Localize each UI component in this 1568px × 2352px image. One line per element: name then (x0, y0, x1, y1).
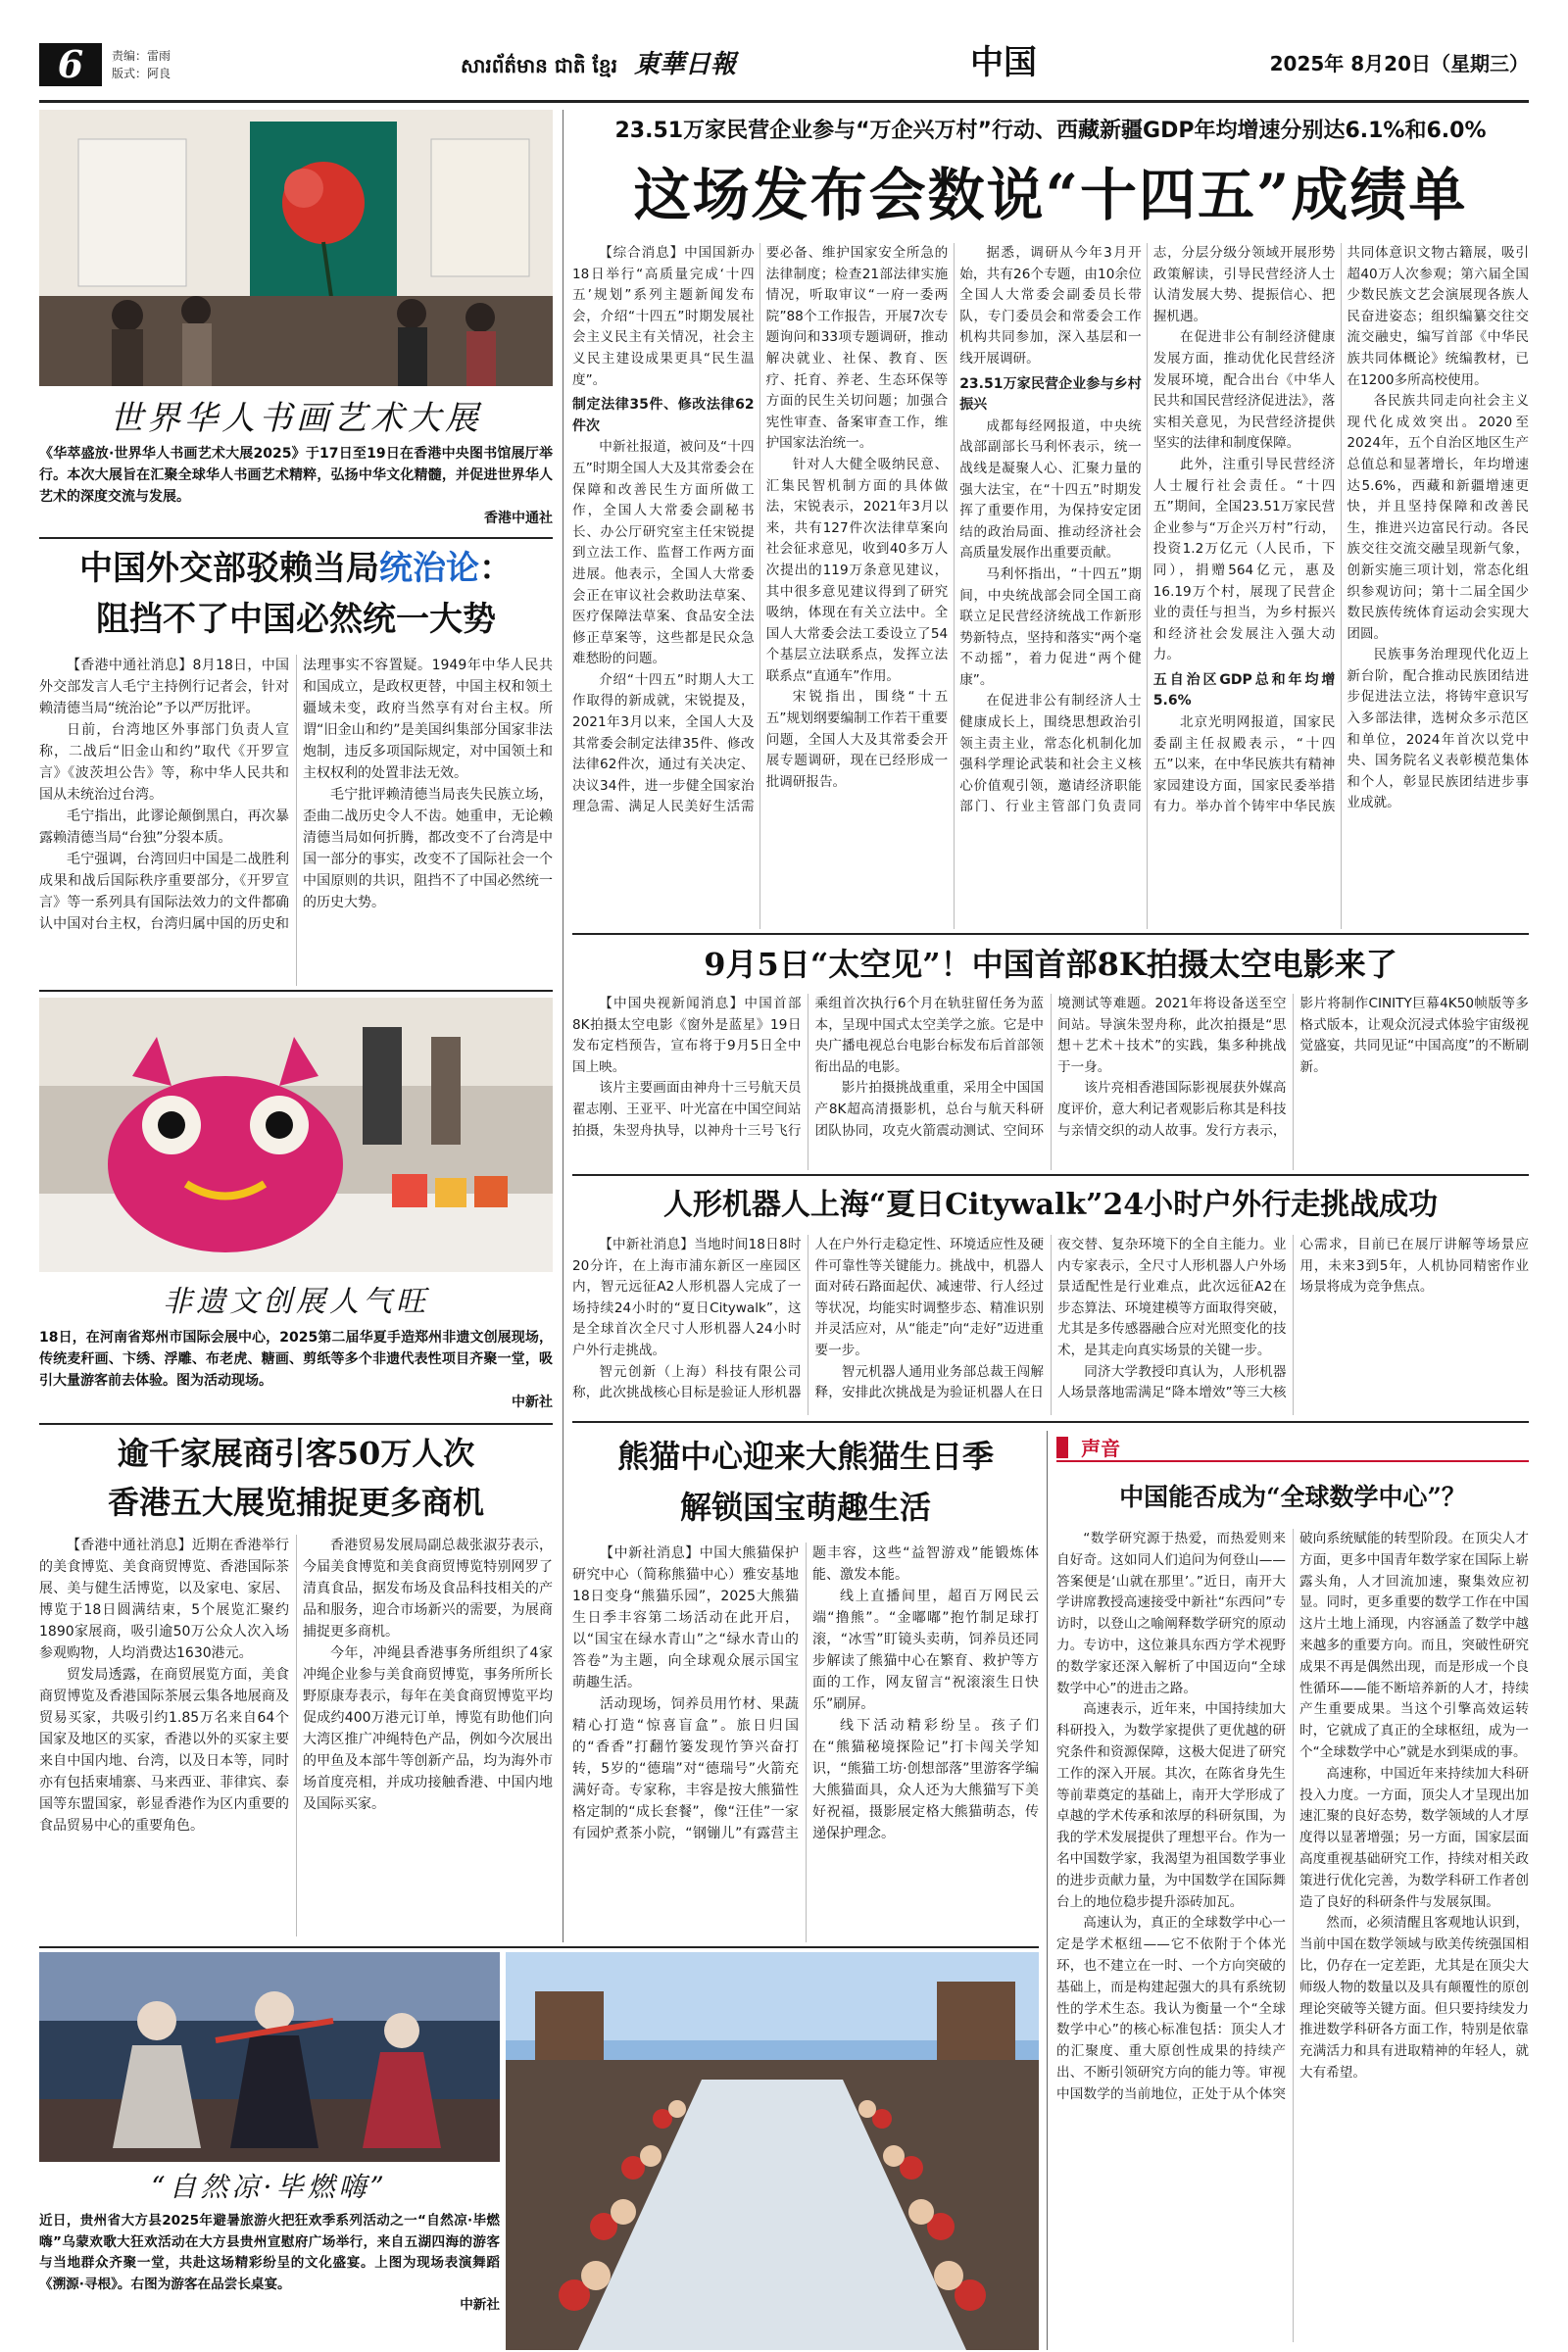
paper-name: 東華日報 (633, 50, 736, 79)
rule-space (572, 1174, 1529, 1176)
calligraphy-title: 世界华人书画艺术大展 (110, 399, 482, 438)
calligraphy-caption-text: 《华萃盛放·世界华人书画艺术大展2025》于17日至19日在香港中央图书馆展厅举行。本次大展旨在汇聚全球华人书画艺术精粹，弘扬中华文化精髓，并促进世界华人艺术的深度交流与发展。 (39, 446, 553, 505)
lead-paragraph: 针对人大健全吸纳民意、汇集民智机制方面的具体做法，宋锐表示，2021年3月以来，共有127件次法律草案向社会征求意见，收到40多万人次提出的119万条意见建议，其中很多意见建议得到了研究吸纳，体现在有关立法中。全国人大常委会法工委设立了54个基层立法联系点，发挥立法联系点“直通车”作用。 (765, 456, 949, 684)
layout-label: 版式：阿良 (112, 67, 172, 80)
rule-left-2 (39, 990, 553, 992)
rule-left-3 (39, 1423, 553, 1425)
opinion-paragraph: 高速称，中国近年来持续加大科研投入力度。一方面，顶尖人才呈现出加速汇聚的良好态势，数学领域的人才厚度得以显著增强；另一方面，国家层面高度重视基础研究工作，持续对相关政策进行优化完善，为数学科研工作者创造了良好的科研条件与发展氛围。 (1299, 1765, 1529, 1910)
stage-dance-illustration (39, 1952, 500, 2162)
lead-paragraph: 此外，注重引导民营经济人士履行社会责任。“十四五”期间，全国23.51万家民营企业参与“万企兴万村”行动，投资1.2万亿元（人民币，下同），捐赠564亿元，惠及16.19万个村，展现了民营企业的责任与担当，为乡村振兴和经济社会发展注入强大动力。 (1152, 456, 1336, 663)
space-movie-paragraph: 该片主要画面由神舟十三号航天员翟志刚、王亚平、叶光富在中国空间站拍摄，朱翌舟执导，以神舟十三号飞行乘组首次执行6个月在轨驻留任务为蓝本，呈现中国式太空美学之旅。它是中央广播电视总台电影台标发布后首部领衔出品的电影。 (572, 996, 1044, 1139)
lead-body (572, 243, 1529, 929)
lead-headline: 这场发布会数说“十四五”成绩单 (633, 162, 1468, 228)
heritage-title: 非遗文创展人气旺 (163, 1285, 429, 1319)
diplomacy-paragraph: 毛宁批评赖清德当局丧失民族立场，歪曲二战历史令人不齿。她重申，无论赖清德当局如何折腾，都改变不了台湾是中国一部分的事实，改变不了国际社会一个中国原则的共识，阻挡不了中国必然统一的历史大势。 (303, 787, 553, 910)
masthead (461, 43, 872, 86)
page-number-badge (39, 43, 102, 86)
lead-subhead: 23.51万家民营企业参与乡村振兴 (959, 375, 1142, 414)
opinion-paragraph: 高速认为，真正的全球数学中心一定是学术枢纽——它不依附于个体光环，也不建立在一时、一个方向突破的基础上，而是构建起强大的具有系统韧性的学术生态。我认为衡量一个“全球数学中心”的核心标准包括：顶尖人才的汇聚度、重大原创性成果的持续产出、不断引领研究方向的能力等。审视中国数学的当前地位，正处于从个体突破向系统赋能的转型阶段。在顶尖人才方面，更多中国青年数学家在国际上崭露头角，人才回流加速，聚集效应初显。同时，更多重要的数学工作在中国这片土地上涌现，内容涵盖了数学中越来越多的重要方向。而且，突破性研究成果不再是偶然出现，而是形成一个良性循环——能不断培养新的人才，持续产生重要成果。当这个引擎高效运转时，它就成了真正的全球枢纽，成为一个“全球数学中心”就是水到渠成的事。 (1056, 1531, 1529, 2102)
opinion-tab-marker (1056, 1437, 1068, 1458)
robot-headline: 人形机器人上海“夏日Citywalk”24小时户外行走挑战成功 (662, 1188, 1439, 1222)
panda-headline-line1: 熊猫中心迎来大熊猫生日季 (616, 1438, 994, 1475)
diplomacy-paragraph: 毛宁强调，台湾回归中国是二战胜利成果和战后国际秩序重要部分，《开罗宣言》等一系列具有国际法效力的文件都确认中国对台主权，台湾归属中国的历史和法理事实不容置疑。1949年中华人民共和国成立，是政权更替，中国主权和领土疆域未变，政府当然享有对台主权。所谓“旧金山和约”是美国纠集部分国家非法炮制，违反多项国际规定，对中国领土和主权权利的处置非法无效。 (39, 658, 553, 932)
heritage-caption (39, 1327, 553, 1417)
robot-paragraph: 智元创新（上海）科技有限公司称，此次挑战核心目标是验证人形机器人在户外行走稳定性、环境适应性及硬件可靠性等关键能力。挑战中，机器人面对砖石路面起伏、减速带、行人经过等状况，均能实时调整步态、精准识别并灵活应对，从“能走”向“走好”迈进重要一步。 (572, 1237, 1044, 1401)
robot-paragraph: 【中新社消息】当地时间18日8时20分许，在上海市浦东新区一座园区内，智元远征A2人形机器人完成了一场持续24小时的“夏日Citywalk”，这是全球首次全尺寸人形机器人24小时户外行走挑战。 (572, 1237, 802, 1358)
lead-paragraph: 成都每经网报道，中央统战部副部长马利怀表示，统一战线是凝聚人心、汇聚力量的强大法宝，在“十四五”时期发挥了重要作用，为保持安定团结的政治局面、推动经济社会高质量发展作出重要贡献。 (959, 417, 1142, 562)
dance-performance-photo (39, 1952, 500, 2162)
lead-paragraph: 北京光明网报道，国家民委副主任叔殿表示，“十四五”以来，在中华民族共有精神家园建设方面，国家民委举措有力。举办首个铸牢中华民族共同体意识文物古籍展，吸引超40万人次参观；第六届全国少数民族文艺会演展现各族人民奋进姿态；组织编纂交往交流交融史，编写首部《中华民族共同体概论》统编教材，已在1200多所高校使用。 (1152, 245, 1529, 815)
diplomacy-headline-part1: 中国外交部驳赖当局 (79, 549, 379, 588)
hkexpo-body (39, 1535, 553, 1936)
lead-paragraph: 马利怀指出，“十四五”期间，中央统战部会同全国工商联立足民营经济统战工作新形势新特点，坚持和落实“两个毫不动摇”，着力促进“两个健康”。 (959, 565, 1142, 688)
space-movie-body (572, 994, 1529, 1170)
summer-caption (39, 2211, 500, 2350)
cloth-tiger-illustration (39, 998, 553, 1272)
page-number: 6 (57, 42, 84, 86)
lead-paragraph: 宋锐指出，围绕“十五五”规划纲要编制工作若干重要问题，全国人大及其常委会开展专题调研，现在已经形成一批调研报告。 (765, 689, 949, 790)
lead-paragraph: 据悉，调研从今年3月开始，共有26个专题，由10余位全国人大常委会副委员长带队，专门委员会和常委会工作机构共同参加，深入基层和一线开展调研。 (959, 245, 1142, 367)
diplomacy-paragraph: 日前，台湾地区外事部门负责人宣称，二战后“旧金山和约”取代《开罗宣言》《波茨坦公告》等，称中华人民共和国从未统治过台湾。 (39, 722, 289, 803)
diplomacy-body (39, 655, 553, 986)
editor-label: 责编：雷雨 (112, 49, 172, 63)
diplomacy-headline-line2: 阻挡不了中国必然统一大势 (96, 600, 496, 639)
calligraphy-credit: 香港中通社 (484, 511, 553, 526)
diplomacy-headline-highlight: 统治论 (379, 549, 479, 588)
hkexpo-paragraph: 【香港中通社消息】近期在香港举行的美食博览、美食商贸博览、香港国际茶展、美与健生活博览，以及家电、家居、博览于18日圆满结束，5个展览汇聚约1890家展商，吸引逾50万公众人次入场参观购物，人均消费达1630港元。 (39, 1538, 289, 1661)
hkexpo-paragraph: 今年，冲绳县香港事务所组织了4家冲绳企业参与美食商贸博览，事务所所长野原康寿表示，每年在美食商贸博览平均促成约400万港元订单，博览有助他们向大湾区推广冲绳特色产品，例如今次展出的甲鱼及本部牛等创新产品，均为海外市场首度亮相，并成功接触香港、中国内地及国际买家。 (303, 1645, 553, 1812)
heritage-credit: 中新社 (512, 1395, 553, 1410)
panda-paragraph: 线上直播间里，超百万网民云端“撸熊”。“金嘟嘟”抱竹制足球打滚，“冰雪”盯镜头卖萌，饲养员还同步解读了熊猫中心在繁育、救护等方面的工作，网友留言“祝滚滚生日快乐”刷屏。 (812, 1589, 1039, 1712)
panda-headline (572, 1431, 1039, 1539)
lead-paragraph: 【综合消息】中国国新办18日举行“高质量完成‘十四五’规划”系列主题新闻发布会，介绍“十四五”时期发展社会主义民主有关情况，社会主义民主建设成果更具“民生温度”。 (572, 245, 755, 388)
page-header (39, 37, 1529, 96)
robot-body (572, 1235, 1529, 1415)
opinion-body (1056, 1529, 1529, 2342)
lead-paragraph: 在促进非公有制经济人士健康成长上，围绕思想政治引领主责主业，常态化机制化加强科学理论武装和社会主义核心价值观引领，邀请经济职能部门、行业主管部门负责同志，分层分级分领域开展形势政策解读，引导民营经济人士认清发展大势、提振信心、把握机遇。 (959, 245, 1336, 815)
lead-kicker: 23.51万家民营企业参与“万企兴万村”行动、西藏新疆GDP年均增速分别达6.1%和6.0% (614, 119, 1487, 143)
diplomacy-paragraph: 毛宁指出，此谬论颠倒黑白，再次暴露赖清德当局“台独”分裂本质。 (39, 808, 289, 846)
space-movie-paragraph: 影片拍摄挑战重重，采用全中国国产8K超高清摄影机，总台与航天科研团队协同，攻克火箭震动测试、空间环境测试等难题。2021年将设备送至空间站。导演朱翌舟称，此次拍摄是“思想＋艺术＋技术”的实践，集多种挑战于一身。 (814, 996, 1287, 1139)
long-table-feast-photo (506, 1952, 1039, 2350)
section-name: 中国 (970, 43, 1037, 82)
column-divider (563, 110, 564, 1942)
editor-credits (112, 47, 171, 82)
robot-paragraph: 同济大学教授印真认为，人形机器人场景落地需满足“降本增效”等三大核心需求，目前已在展厅讲解等场景应用，未来3到5年，人机协同精密作业场景将成为竞争焦点。 (1057, 1237, 1529, 1401)
summer-caption-text: 近日，贵州省大方县2025年避暑旅游火把狂欢季系列活动之一“自然凉·毕燃嗨”乌蒙欢歌大狂欢活动在大方县贵州宣慰府广场举行，来自五湖四海的游客与当地群众齐聚一堂，共赴这场精彩纷呈的文化盛宴。上图为现场表演舞蹈《溯源·寻根》。右图为游客在品尝长桌宴。 (39, 2213, 500, 2292)
opinion-divider (1047, 1431, 1048, 2350)
opinion-headline: 中国能否成为“全球数学中心”？ (1119, 1483, 1466, 1511)
opinion-paragraph: 然而，必须清醒且客观地认识到，当前中国在数学领域与欧美传统强国相比，仍存在一定差距，尤其是在顶尖大师级人物的数量以及具有颠覆性的原创理论突破等关键方面。但只要持续发力推进数学科研各方面工作，特别是依靠充满活力和具有进取精神的年轻人，就大有希望。 (1299, 1915, 1529, 2081)
hkexpo-headline (39, 1429, 553, 1529)
rule-robot (572, 1421, 1529, 1423)
panda-paragraph: 线下活动精彩纷呈。孩子们在“熊猫秘境探险记”打卡闯关学知识，“熊猫工坊·创想部落”里游客学编大熊猫面具，众人还为大熊猫写下美好祝福，摄影展定格大熊猫萌态，传递保护理念。 (812, 1718, 1039, 1841)
summer-title: “自然凉·毕燃嗨” (151, 2171, 388, 2203)
opinion-paragraph: 高速表示，近年来，中国持续加大科研投入，为数学家提供了更优越的研究条件和资源保障，这极大促进了研究工作的深入开展。其次，在陈省身先生等前辈奠定的基础上，南开大学形成了卓越的学术传承和浓厚的科研氛围，为我的学术发展提供了理想平台。作为一名中国数学家，我渴望为祖国数学事业的进步贡献力量，为中国数学在国际舞台上的地位稳步提升添砖加瓦。 (1056, 1701, 1286, 1910)
exhibition-hall-illustration (39, 110, 553, 386)
heritage-caption-text: 18日，在河南省郑州市国际会展中心，2025第二届华夏手造郑州非遗文创展现场，传统麦秆画、卞绣、浮雕、布老虎、糖画、剪纸等多个非遗代表性项目齐聚一堂，吸引大量游客前去体验。图为活动现场。 (39, 1330, 553, 1389)
rule-lead (572, 933, 1529, 935)
lead-paragraph: 各民族共同走向社会主义现代化成效突出。2020至2024年，五个自治区地区生产总值总和显著增长，年均增速达5.6%，西藏和新疆增速更快，并且坚持保障和改善民生，推进兴边富民行动。各民族交往交流交融呈现新气象，创新实施三项计划，常态化组织参观访问；第十二届全国少数民族传统体育运动会实现大团圆。 (1347, 393, 1529, 642)
diplomacy-headline-line1 (39, 543, 553, 594)
panda-paragraph: 【中新社消息】中国大熊猫保护研究中心（简称熊猫中心）雅安基地18日变身“熊猫乐园”，2025大熊猫生日季丰容第二场活动在此开启，以“国宝在绿水青山”之“绿水青山的答卷”为主题，向全球观众展示国宝萌趣生活。 (572, 1545, 799, 1690)
hkexpo-headline-line1: 逾千家展商引客50万人次 (117, 1435, 475, 1472)
rule-bottom-feature (39, 1946, 1039, 1948)
opinion-column-tab (1056, 1433, 1529, 1462)
calligraphy-exhibition-photo (39, 110, 553, 386)
diplomacy-headline-colon: ： (479, 549, 513, 588)
hkexpo-paragraph: 贸发局透露，在商贸展览方面，美食商贸博览及香港国际茶展云集各地展商及贸易买家，共吸引约1.85万名来自64个国家及地区的买家，香港以外的买家主要来自中国内地、台湾，以及日本等，同时亦有包括柬埔寨、马来西亚、菲律宾、泰国等东盟国家，彰显香港作为区内重要的食品贸易中心的重要角色。 (39, 1667, 289, 1834)
lead-subhead: 五自治区GDP总和年均增5.6% (1152, 671, 1336, 710)
opinion-paragraph: “数学研究源于热爱，而热爱则来自好奇。这如同人们追问为何登山——答案便是‘山就在那里’。”近日，南开大学讲席教授高速接受中新社“东西问”专访时，以登山之喻阐释数学研究的原动力。专访中，这位兼具东西方学术视野的数学家还深入解析了中国迈向“全球数学中心”的进击之路。 (1056, 1531, 1286, 1696)
lead-subhead: 制定法律35件、修改法律62件次 (572, 397, 755, 434)
khmer-title: សារព័ត៌មាន ជាតិ ខ្មែរ (461, 54, 617, 77)
heritage-expo-photo (39, 998, 553, 1272)
long-table-illustration (506, 1952, 1039, 2350)
lead-paragraph: 介绍“十四五”时期人大工作取得的新成就，宋锐提及，2021年3月以来，全国人大及其常委会制定法律35件、修改法律62件次，通过有关决定、决议34件，进一步健全国家治理急需、满足人民美好生活需要必备、维护国家安全所急的法律制度；检查21部法律实施情况，听取审议“一府一委两院”88个工作报告，开展7次专题询问和33项专题调研，推动解决就业、社保、教育、医疗、托育、养老、生态环保等方面的民生关切问题；加强合宪性审查、备案审查工作，维护国家法治统一。 (572, 245, 949, 815)
space-movie-paragraph: 【中国央视新闻消息】中国首部8K拍摄太空电影《窗外是蓝星》19日发布定档预告，宣布将于9月5日全中国上映。 (572, 996, 802, 1075)
panda-paragraph: 活动现场，饲养员用竹材、果蔬精心打造“惊喜盲盒”。旅日归国的“香香”打翻竹篓发现竹笋兴奋打转，5岁的“德瑞”对“德瑞号”火箭充满好奇。专家称，丰容是按大熊猫性格定制的“成长套餐”，像“汪佳”一家有园炉煮茶小院，“钢镚儿”有露营主题丰容，这些“益智游戏”能锻炼体能、激发本能。 (572, 1545, 1039, 1841)
lead-paragraph: 中新社报道，被问及“十四五”时期全国人大及其常委会在保障和改善民生方面所做工作，全国人大常委会副秘书长、办公厅研究室主任宋锐提到立法工作、监督工作两方面进展。他表示，全国人大常委会正在审议社会救助法草案、医疗保障法草案、食品安全法修正草案等，这些都是民众急难愁盼的问题。 (572, 439, 755, 667)
summer-credit: 中新社 (460, 2297, 500, 2313)
header-rule (39, 100, 1529, 103)
robot-paragraph: 智元机器人通用业务部总裁王闯解释，安排此次挑战是为验证机器人在日夜交替、复杂环境下的全自主能力。业内专家表示，全尺寸人形机器人户外场景适配性是行业难点，此次远征A2在步态算法、环境建模等方面取得突破，尤其是多传感器融合应对光照变化的技术，是其走向真实场景的关键一步。 (814, 1237, 1287, 1401)
hkexpo-paragraph: 香港贸易发展局副总裁张淑芬表示，今届美食博览和美食商贸博览特别网罗了清真食品，据发布场及食品科技相关的产品和服务，迎合市场新兴的需要，为展商捕捉更多商机。 (303, 1538, 553, 1640)
panda-body (572, 1543, 1039, 1942)
hkexpo-headline-line2: 香港五大展览捕捉更多商机 (107, 1484, 484, 1521)
lead-paragraph: 民族事务治理现代化迈上新台阶，配合推动民族团结进步促进法立法，将铸牢意识写入多部法律，选树众多示范区和单位，2024年首次以党中央、国务院名义表彰模范集体和个人，彰显民族团结进步事业成就。 (1347, 647, 1529, 811)
diplomacy-paragraph: 【香港中通社消息】8月18日，中国外交部发言人毛宁主持例行记者会，针对赖清德当局“统治论”予以严厉批评。 (39, 658, 289, 716)
diplomacy-headline (39, 543, 553, 651)
space-movie-headline: 9月5日“太空见”！中国首部8K拍摄太空电影来了 (704, 946, 1397, 983)
rule-left-1 (39, 537, 553, 539)
issue-date: 2025年 8月20日（星期三） (1269, 52, 1529, 75)
panda-headline-line2: 解锁国宝萌趣生活 (679, 1489, 931, 1526)
opinion-column-label: 声音 (1081, 1437, 1121, 1460)
calligraphy-caption (39, 443, 553, 533)
space-movie-paragraph: 该片亮相香港国际影视展获外媒高度评价，意大利记者观影后称其是科技与亲情交织的动人故事。发行方表示，影片将制作CINITY巨幕4K50帧版等多格式版本，让观众沉浸式体验宇宙级视觉盛宴，共同见证“中国高度”的不断刷新。 (1057, 996, 1529, 1139)
lead-paragraph: 在促进非公有制经济健康发展方面，推动优化民营经济发展环境，配合出台《中华人民共和国民营经济促进法》，落实相关意见，为民营经济提供坚实的法律和制度保障。 (1152, 329, 1336, 452)
